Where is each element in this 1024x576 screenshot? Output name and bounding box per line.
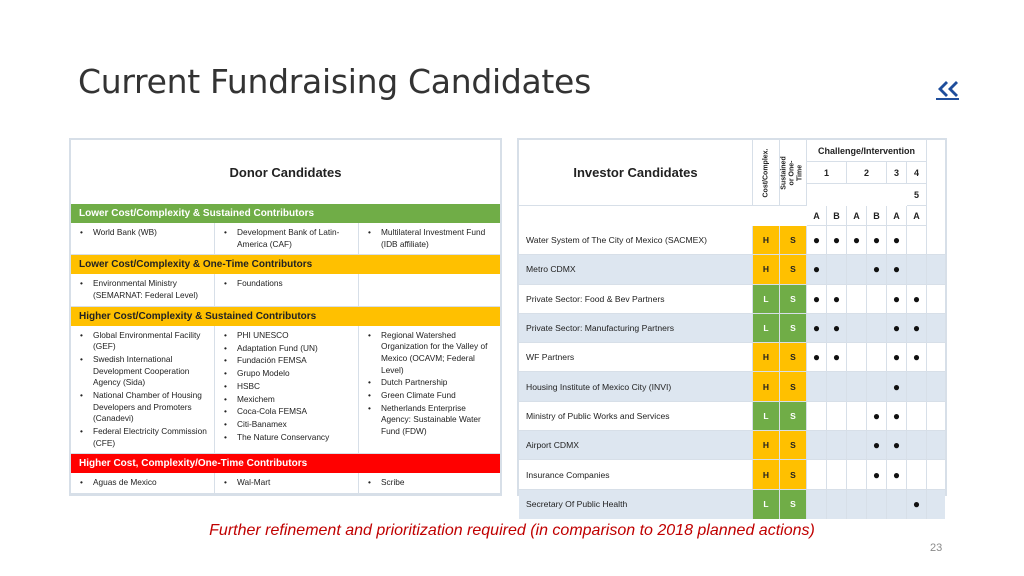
donor-list-item: • Coca-Cola FEMSA [237, 406, 352, 418]
investor-name: Housing Institute of Mexico City (INVI) [519, 372, 753, 400]
dot-icon: ● [912, 497, 921, 512]
dot-icon: ● [892, 467, 901, 482]
challenge-intervention-header: Challenge/Intervention [807, 140, 927, 162]
intervention-cell [867, 285, 887, 313]
sustained-badge: S [780, 314, 807, 342]
intervention-cell [907, 490, 927, 519]
donor-list-item: • Adaptation Fund (UN) [237, 343, 352, 355]
dot-icon: ● [912, 291, 921, 306]
donor-column [71, 473, 215, 493]
intervention-letter: A [847, 206, 867, 226]
dot-icon: ● [892, 262, 901, 277]
intervention-cell [827, 460, 847, 488]
intervention-cell [847, 372, 867, 400]
donor-category-label: Higher Cost/Complexity & Sustained Contributors [71, 307, 500, 326]
cost-complexity-badge: L [753, 314, 780, 342]
intervention-letter: A [887, 206, 907, 226]
intervention-cell [827, 255, 847, 283]
donor-category-row [71, 326, 500, 455]
intervention-letter: B [867, 206, 887, 226]
intervention-cell [847, 255, 867, 283]
sustained-badge: S [780, 285, 807, 313]
dot-icon: ● [812, 262, 821, 277]
investor-row [519, 402, 945, 431]
donor-category-row [71, 473, 500, 494]
intervention-cell [867, 372, 887, 400]
dot-icon: ● [872, 408, 881, 423]
investor-name: Insurance Companies [519, 460, 753, 488]
intervention-cell [867, 226, 887, 254]
double-chevron-left-icon[interactable] [933, 78, 961, 100]
donor-candidates-panel [69, 138, 502, 496]
footer-note: Further refinement and prioritization required (in comparison to 2018 planned actions) [209, 522, 815, 539]
intervention-cell [807, 343, 827, 371]
investor-candidates-heading: Investor Candidates [519, 140, 753, 206]
intervention-cell [827, 490, 847, 519]
donor-list-item: • Aguas de Mexico [93, 477, 208, 489]
intervention-cell [827, 314, 847, 342]
intervention-cell [887, 402, 907, 430]
intervention-letter: B [827, 206, 847, 226]
cost-complexity-badge: H [753, 372, 780, 400]
dot-icon: ● [872, 233, 881, 248]
donor-list-item: • Dutch Partnership [381, 377, 494, 389]
donor-list-item: • Grupo Modelo [237, 368, 352, 380]
investor-name: Ministry of Public Works and Services [519, 402, 753, 430]
dot-icon: ● [892, 233, 901, 248]
donor-column [215, 223, 359, 254]
intervention-cell [847, 226, 867, 254]
intervention-cell [807, 226, 827, 254]
donor-list-item: • Green Climate Fund [381, 390, 494, 402]
donor-list-item: • National Chamber of Housing Developers and Promoters (Canadevi) [93, 390, 208, 425]
donor-list-item: • Scribe [381, 477, 494, 489]
donor-list-item: • Wal-Mart [237, 477, 352, 489]
intervention-cell [887, 431, 907, 459]
investor-name: WF Partners [519, 343, 753, 371]
investor-name: Secretary Of Public Health [519, 490, 753, 519]
donor-list-item: • HSBC [237, 381, 352, 393]
dot-icon: ● [812, 350, 821, 365]
sustained-badge: S [780, 372, 807, 400]
dot-icon: ● [912, 321, 921, 336]
investor-row [519, 460, 945, 489]
intervention-cell [867, 402, 887, 430]
donor-category-label: Lower Cost/Complexity & One-Time Contributors [71, 255, 500, 274]
donor-category-row [71, 274, 500, 306]
dot-icon: ● [912, 350, 921, 365]
donor-category-label: Higher Cost, Complexity/One-Time Contributors [71, 454, 500, 473]
intervention-cell [887, 285, 907, 313]
donor-list-item: • Mexichem [237, 394, 352, 406]
challenge-number-3: 3 [887, 162, 907, 184]
intervention-cell [887, 372, 907, 400]
donor-list-item: • The Nature Conservancy [237, 432, 352, 444]
investor-row [519, 431, 945, 460]
intervention-cell [907, 460, 927, 488]
sustained-onetime-header: Sustained or One-Time [780, 140, 807, 206]
sustained-badge: S [780, 226, 807, 254]
intervention-letter: A [807, 206, 827, 226]
dot-icon: ● [892, 379, 901, 394]
donor-column [359, 274, 500, 305]
donor-column [359, 326, 500, 454]
dot-icon: ● [812, 291, 821, 306]
intervention-cell [867, 490, 887, 519]
donor-column [71, 326, 215, 454]
investor-name: Water System of The City of Mexico (SACMEX) [519, 226, 753, 254]
sustained-badge: S [780, 431, 807, 459]
cost-complexity-badge: H [753, 255, 780, 283]
dot-icon: ● [872, 438, 881, 453]
investor-row [519, 343, 945, 372]
dot-icon: ● [892, 408, 901, 423]
donor-list-item: • Foundations [237, 278, 352, 290]
intervention-cell [887, 314, 907, 342]
donor-list-item: • Development Bank of Latin-America (CAF) [237, 227, 352, 250]
dot-icon: ● [892, 291, 901, 306]
donor-list-item: • Environmental Ministry (SEMARNAT: Federal Level) [93, 278, 208, 301]
dot-icon: ● [832, 291, 841, 306]
intervention-cell [847, 285, 867, 313]
intervention-cell [907, 431, 927, 459]
donor-column [71, 274, 215, 305]
cost-complexity-badge: L [753, 490, 780, 519]
intervention-cell [807, 402, 827, 430]
donor-sections [71, 204, 500, 494]
cost-complexity-badge: H [753, 431, 780, 459]
dot-icon: ● [852, 233, 861, 248]
intervention-cell [847, 402, 867, 430]
intervention-cell [887, 226, 907, 254]
challenge-number-5: 5 [907, 184, 927, 206]
intervention-cell [847, 314, 867, 342]
investor-header [519, 140, 945, 226]
donor-list-item: • Regional Watershed Organization for the Valley of Mexico (OCAVM; Federal Level) [381, 330, 494, 376]
investor-name: Airport CDMX [519, 431, 753, 459]
cost-complexity-badge: H [753, 343, 780, 371]
investor-name: Metro CDMX [519, 255, 753, 283]
intervention-cell [867, 314, 887, 342]
donor-category-row [71, 223, 500, 255]
investor-name: Private Sector: Food & Bev Partners [519, 285, 753, 313]
intervention-cell [807, 460, 827, 488]
dot-icon: ● [892, 321, 901, 336]
intervention-letter: A [907, 206, 927, 226]
donor-list-item: • Swedish International Development Cooperation Agency (Sida) [93, 354, 208, 389]
dot-icon: ● [832, 350, 841, 365]
challenge-number-2: 2 [847, 162, 887, 184]
dot-icon: ● [872, 467, 881, 482]
challenge-number-1: 1 [807, 162, 847, 184]
intervention-cell [907, 285, 927, 313]
donor-category-label: Lower Cost/Complexity & Sustained Contributors [71, 204, 500, 223]
intervention-cell [907, 255, 927, 283]
donor-column [359, 223, 500, 254]
sustained-badge: S [780, 343, 807, 371]
donor-candidates-heading: Donor Candidates [229, 164, 342, 180]
donor-column [359, 473, 500, 493]
intervention-cell [867, 431, 887, 459]
intervention-cell [807, 285, 827, 313]
dot-icon: ● [812, 233, 821, 248]
intervention-cell [907, 314, 927, 342]
cost-complexity-header: Cost/Complex. [753, 140, 780, 206]
donor-column [215, 473, 359, 493]
challenge-number-4: 4 [907, 162, 927, 184]
donor-list-item: • World Bank (WB) [93, 227, 208, 239]
investor-row [519, 490, 945, 519]
intervention-cell [887, 343, 907, 371]
intervention-cell [827, 372, 847, 400]
dot-icon: ● [812, 321, 821, 336]
intervention-cell [807, 314, 827, 342]
intervention-cell [827, 285, 847, 313]
investor-row [519, 226, 945, 255]
intervention-cell [847, 490, 867, 519]
intervention-cell [827, 402, 847, 430]
investor-row [519, 372, 945, 401]
donor-list-item: • Citi-Banamex [237, 419, 352, 431]
intervention-cell [807, 255, 827, 283]
investor-rows [519, 226, 945, 519]
page-number: 23 [930, 542, 943, 554]
donor-column [215, 274, 359, 305]
intervention-cell [827, 343, 847, 371]
intervention-cell [827, 431, 847, 459]
donor-list-item: • Multilateral Investment Fund (IDB affiliate) [381, 227, 494, 250]
intervention-cell [807, 431, 827, 459]
cost-complexity-badge: H [753, 460, 780, 488]
dot-icon: ● [872, 262, 881, 277]
intervention-cell [887, 490, 907, 519]
intervention-cell [847, 460, 867, 488]
cost-complexity-badge: H [753, 226, 780, 254]
intervention-cell [907, 343, 927, 371]
sustained-badge: S [780, 255, 807, 283]
intervention-cell [827, 226, 847, 254]
investor-name: Private Sector: Manufacturing Partners [519, 314, 753, 342]
donor-list-item: • PHI UNESCO [237, 330, 352, 342]
intervention-cell [847, 343, 867, 371]
dot-icon: ● [832, 321, 841, 336]
investor-row [519, 314, 945, 343]
intervention-cell [907, 226, 927, 254]
sustained-badge: S [780, 490, 807, 519]
donor-column [215, 326, 359, 454]
sustained-badge: S [780, 460, 807, 488]
dot-icon: ● [892, 438, 901, 453]
intervention-cell [907, 372, 927, 400]
donor-list-item: • Netherlands Enterprise Agency: Sustainable Water Fund (FDW) [381, 403, 494, 438]
intervention-cell [867, 460, 887, 488]
sustained-badge: S [780, 402, 807, 430]
intervention-cell [867, 343, 887, 371]
cost-complexity-badge: L [753, 285, 780, 313]
intervention-cell [907, 402, 927, 430]
dot-icon: ● [892, 350, 901, 365]
investor-candidates-panel [517, 138, 947, 512]
intervention-cell [807, 490, 827, 519]
investor-row [519, 285, 945, 314]
investor-row [519, 255, 945, 284]
donor-list-item: • Federal Electricity Commission (CFE) [93, 426, 208, 449]
donor-list-item: • Fundación FEMSA [237, 355, 352, 367]
intervention-cell [807, 372, 827, 400]
cost-complexity-badge: L [753, 402, 780, 430]
page-title: Current Fundraising Candidates [78, 62, 591, 101]
intervention-cell [887, 255, 907, 283]
intervention-cell [867, 255, 887, 283]
intervention-cell [887, 460, 907, 488]
intervention-cell [847, 431, 867, 459]
dot-icon: ● [832, 233, 841, 248]
donor-column [71, 223, 215, 254]
donor-list-item: • Global Environmental Facility (GEF) [93, 330, 208, 353]
